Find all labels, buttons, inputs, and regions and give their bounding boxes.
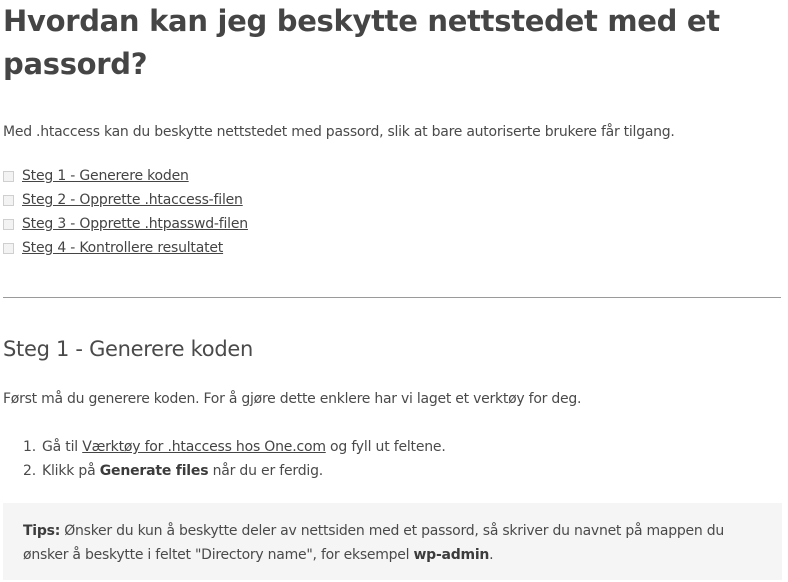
checkbox-icon — [3, 219, 14, 230]
toc-link-step-4[interactable]: Steg 4 - Kontrollere resultatet — [22, 240, 224, 256]
step-text: Gå til — [42, 439, 83, 455]
list-item — [23, 460, 446, 484]
step-text: og fyll ut feltene. — [325, 439, 446, 455]
step-number: 2. — [23, 463, 36, 479]
step-number: 1. — [23, 439, 36, 455]
section-text: Først må du generere koden. For å gjøre dette enklere har vi laget et verktøy for deg. — [3, 391, 582, 407]
list-item — [23, 436, 446, 460]
divider — [3, 297, 781, 298]
steps-list — [23, 436, 446, 484]
tip-body: Ønsker du kun å beskytte deler av nettsiden med et passord, så skriver du navnet på mappen du ønsker å beskytte i feltet "Directory name", for eksempel — [23, 523, 724, 563]
tip-text — [23, 519, 763, 567]
checkbox-icon — [3, 171, 14, 182]
toc-item — [3, 164, 248, 188]
intro-text: Med .htaccess kan du beskytte nettstedet med passord, slik at bare autoriserte brukere får tilgang. — [3, 124, 675, 140]
step-text: Klikk på — [42, 463, 100, 479]
tip-box — [3, 503, 782, 580]
toc-item — [3, 236, 248, 260]
tip-label: Tips: — [23, 523, 61, 539]
section-heading-step-1: Steg 1 - Generere koden — [3, 337, 253, 361]
table-of-contents — [3, 164, 248, 260]
tip-example: wp-admin — [413, 547, 490, 563]
step-text: når du er ferdig. — [208, 463, 324, 479]
toc-item — [3, 212, 248, 236]
toc-link-step-3[interactable]: Steg 3 - Opprette .htpasswd-filen — [22, 216, 248, 232]
page-title: Hvordan kan jeg beskytte nettstedet med et passord? — [3, 4, 720, 81]
toc-link-step-1[interactable]: Steg 1 - Generere koden — [22, 168, 189, 184]
checkbox-icon — [3, 243, 14, 254]
step-emphasis: Generate files — [99, 463, 209, 479]
tip-end: . — [489, 547, 494, 563]
toc-link-step-2[interactable]: Steg 2 - Opprette .htaccess-filen — [22, 192, 243, 208]
toc-item — [3, 188, 248, 212]
checkbox-icon — [3, 195, 14, 206]
htaccess-tool-link[interactable]: Værktøy for .htaccess hos One.com — [82, 439, 326, 455]
